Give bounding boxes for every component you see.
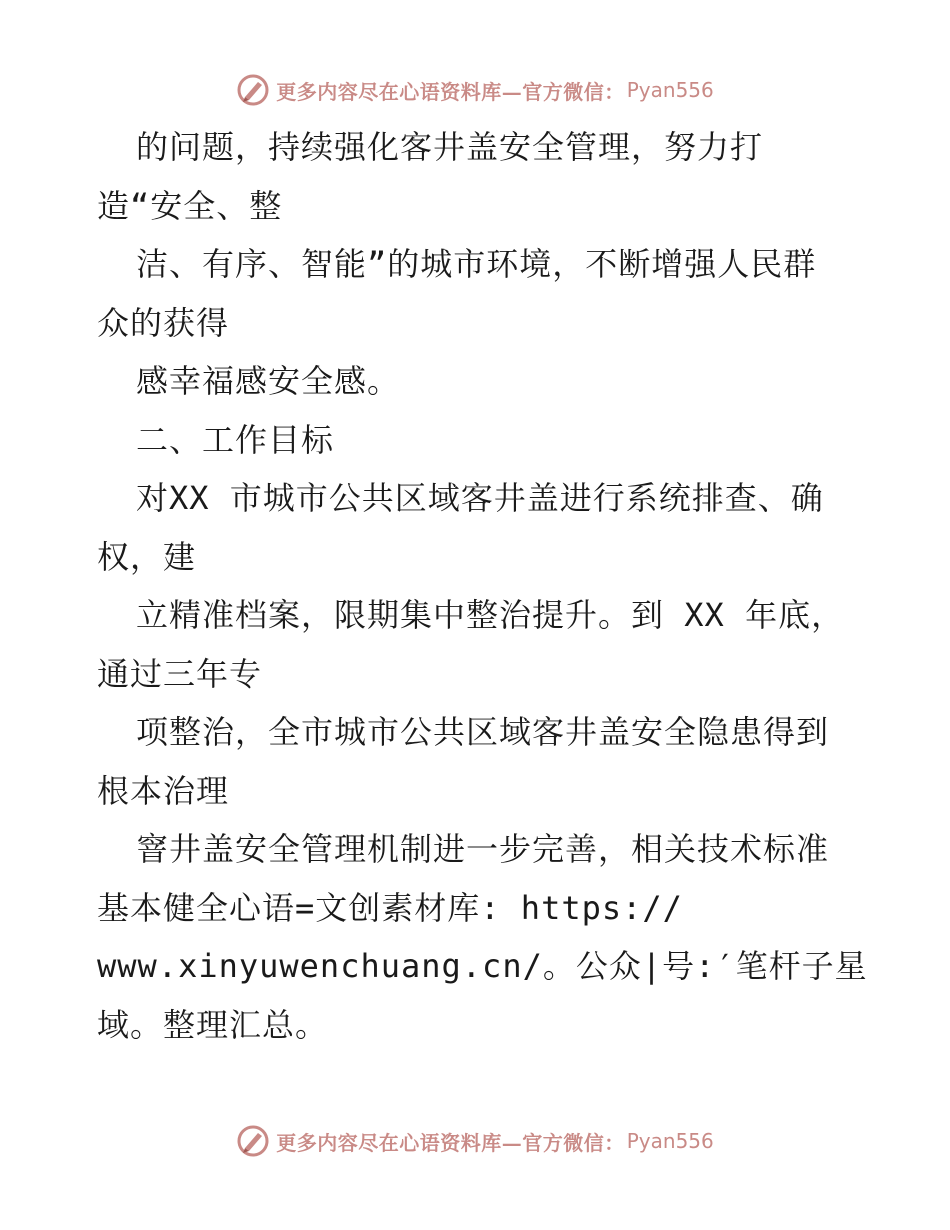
body-line: 窨井盖安全管理机制进一步完善，相关技术标准 bbox=[136, 830, 830, 868]
body-line: 造“安全、整 bbox=[97, 186, 283, 225]
body-line: 对XX 市城市公共区域客井盖进行系统排查、确 bbox=[136, 479, 824, 517]
header-watermark-banner bbox=[0, 70, 950, 110]
footer-watermark-banner bbox=[0, 1121, 950, 1161]
body-line: 根本治理 bbox=[97, 771, 230, 810]
header-wechat-id: Pyan556 bbox=[626, 78, 714, 102]
body-line: 众的获得 bbox=[97, 303, 230, 342]
footer-wechat-id: Pyan556 bbox=[626, 1129, 714, 1153]
body-line: www.xinyuwenchuang.cn/。公众|号:′笔杆子星 bbox=[97, 947, 868, 985]
section-heading: 二、工作目标 bbox=[136, 420, 335, 459]
body-line: 通过三年专 bbox=[97, 654, 263, 693]
body-line: 的问题，持续强化客井盖安全管理，努力打 bbox=[136, 128, 764, 166]
body-line: 域。整理汇总。 bbox=[97, 1005, 329, 1044]
header-banner-text: 更多内容尽在心语资料库—官方微信： bbox=[276, 79, 625, 104]
body-line: 项整治，全市城市公共区域客井盖安全隐患得到 bbox=[136, 713, 830, 751]
body-line: 权，建 bbox=[97, 537, 197, 576]
body-line: 基本健全心语=文创素材库: https:// bbox=[97, 888, 683, 927]
footer-banner-text: 更多内容尽在心语资料库—官方微信： bbox=[276, 1130, 625, 1155]
body-line: 立精准档案，限期集中整治提升。到 XX 年底， bbox=[136, 596, 845, 634]
body-line: 感幸福感安全感。 bbox=[136, 362, 401, 400]
document-body bbox=[97, 118, 887, 1054]
pen-logo-icon bbox=[236, 73, 270, 107]
body-line: 洁、有序、智能”的城市环境，不断增强人民群 bbox=[136, 245, 817, 283]
pen-logo-icon bbox=[236, 1124, 270, 1158]
